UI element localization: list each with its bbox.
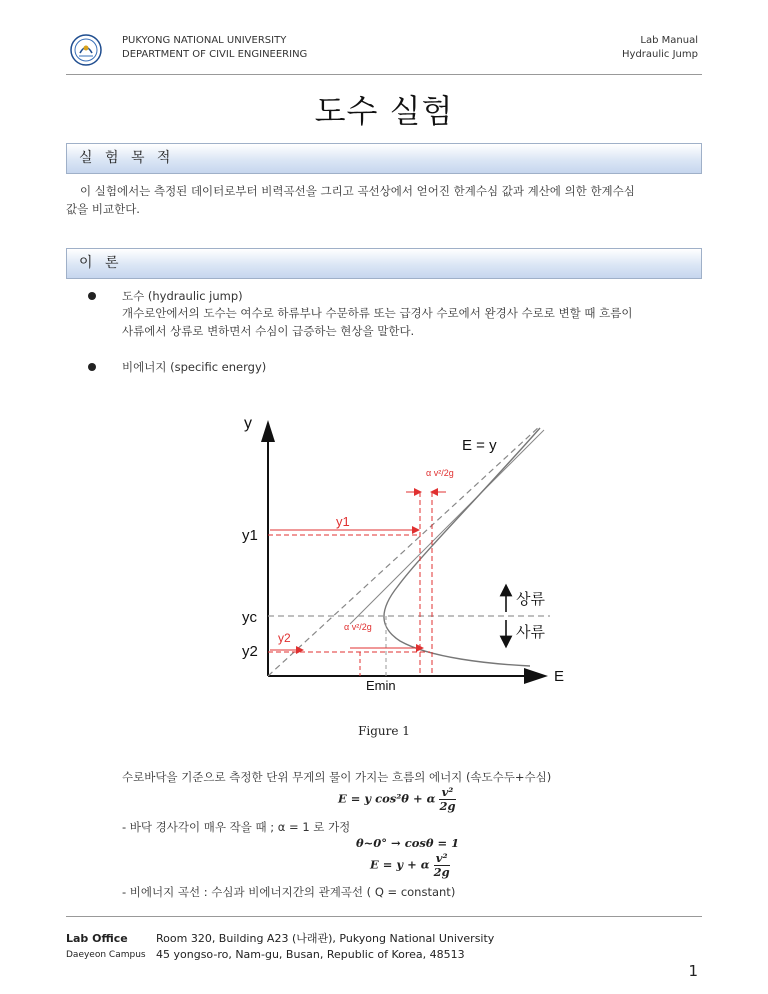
page-title: 도수 실험 — [314, 92, 454, 130]
header-department: DEPARTMENT OF CIVIL ENGINEERING — [122, 49, 308, 60]
university-logo — [70, 34, 102, 66]
purpose-text-line1: 이 실험에서는 측정된 데이터로부터 비력곡선을 그리고 곡선상에서 얻어진 한계수심 값과 계산에 의한 한계수심 — [80, 184, 635, 198]
bullet-dot — [88, 363, 96, 371]
footer-address-line2: 45 yongso-ro, Nam-gu, Busan, Republic of Korea, 48513 — [156, 948, 465, 961]
y-axis-label: y — [244, 415, 252, 432]
emin-label: Emin — [366, 678, 396, 693]
purpose-text-line2: 값을 비교한다. — [66, 202, 140, 216]
x-axis-label: E — [554, 668, 565, 685]
page-number: 1 — [688, 962, 698, 980]
e-equals-y-label: E = y — [462, 437, 497, 454]
footer-divider — [66, 916, 702, 917]
supercritical-label: 사류 — [516, 624, 545, 641]
eq1-lhs: E = y cos²θ + α — [338, 791, 436, 806]
equation-specific-energy — [338, 786, 456, 813]
header-topic: Hydraulic Jump — [622, 49, 698, 60]
equation-specific-energy-simplified — [370, 852, 450, 879]
eq1-numerator: v² — [439, 786, 455, 800]
specific-energy-diagram — [230, 406, 590, 696]
figure-caption: Figure 1 — [358, 724, 410, 738]
footer-campus-label: Daeyeon Campus — [66, 950, 146, 960]
energy-description: 수로바닥을 기준으로 측정한 단위 무게의 물이 가지는 흐름의 에너지 (속도수두+수심) — [122, 770, 552, 784]
bullet2-title: 비에너지 (specific energy) — [122, 360, 267, 374]
curve-description: - 비에너지 곡선 : 수심과 비에너지간의 관계곡선 ( Q = constant) — [122, 885, 456, 899]
header-manual: Lab Manual — [640, 35, 698, 46]
head-bottom-label: α v²/2g — [344, 622, 372, 632]
section-heading-theory: 이 론 — [66, 248, 702, 279]
eq3-lhs: E = y + α — [370, 857, 430, 872]
subcritical-label: 상류 — [516, 591, 545, 608]
head-top-label: α v²/2g — [426, 468, 454, 478]
x-axis-arrow — [524, 668, 548, 684]
bullet1-line1: 개수로안에서의 도수는 여수로 하류부나 수문하류 또는 급경사 수로에서 완경사 수로로 변할 때 흐름이 — [122, 306, 633, 320]
y2-label: y2 — [242, 643, 258, 660]
yc-label: yc — [242, 609, 257, 626]
footer-address-line1: Room 320, Building A23 (나래관), Pukyong National University — [156, 932, 495, 945]
bullet1-title: 도수 (hydraulic jump) — [122, 289, 243, 303]
e-equals-y-line-solid — [350, 430, 544, 624]
bullet-dot — [88, 292, 96, 300]
y1-label: y1 — [242, 527, 258, 544]
y-axis-arrow — [261, 420, 275, 442]
header-university: PUKYONG NATIONAL UNIVERSITY — [122, 35, 287, 46]
bullet1-line2: 사류에서 상류로 변하면서 수심이 급증하는 현상을 말한다. — [122, 324, 415, 338]
assumption-text: - 바닥 경사각이 매우 작을 때 ; α = 1 로 가정 — [122, 820, 351, 834]
eq3-numerator: v² — [434, 852, 450, 866]
y1-top-label: y1 — [336, 514, 350, 529]
y2-left-label: y2 — [278, 631, 291, 645]
footer-office-label: Lab Office — [66, 932, 128, 945]
e-equals-y-line — [268, 426, 540, 676]
eq3-denominator: 2g — [433, 865, 450, 879]
equation-small-angle: θ~0° → cosθ = 1 — [356, 836, 460, 850]
eq1-denominator: 2g — [439, 799, 456, 813]
section-heading-purpose: 실 험 목 적 — [66, 143, 702, 174]
header-divider — [66, 74, 702, 75]
